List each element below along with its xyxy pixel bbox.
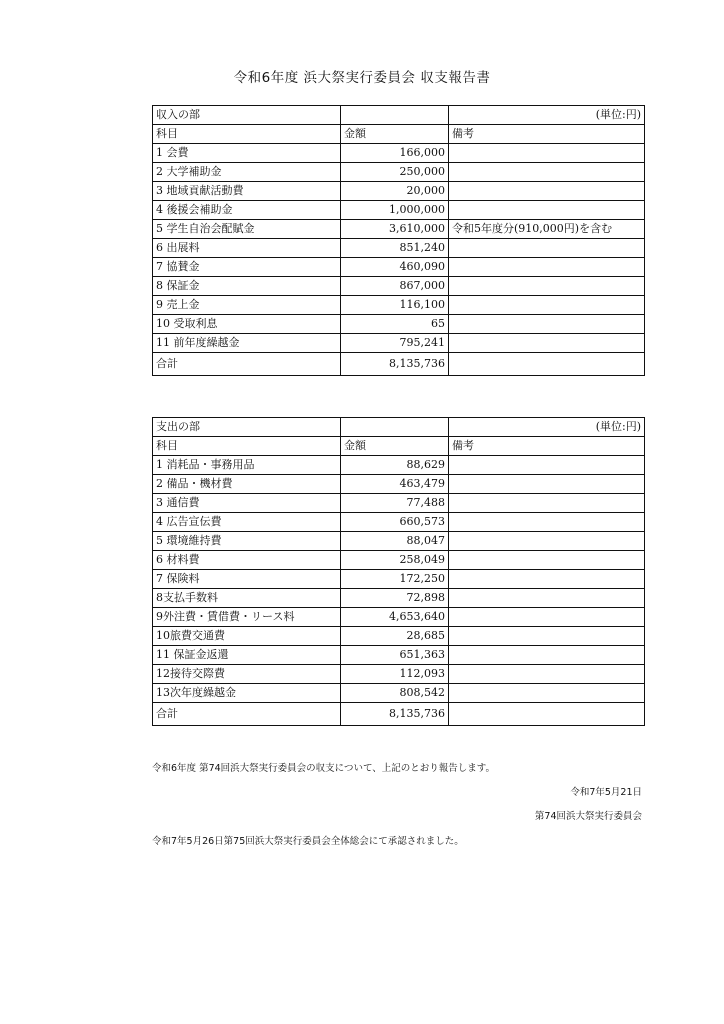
expense-row-remarks (449, 513, 645, 532)
expense-section-blank (341, 418, 449, 437)
expense-row-amount: 463,479 (341, 475, 449, 494)
income-section-row (153, 106, 645, 125)
income-row-amount: 20,000 (341, 182, 449, 201)
expense-table-row (153, 570, 645, 589)
expense-row-amount: 28,685 (341, 627, 449, 646)
income-row-item: 8 保証金 (153, 277, 341, 296)
expense-header-remarks: 備考 (449, 437, 645, 456)
expense-row-amount: 88,629 (341, 456, 449, 475)
income-row-item: 10 受取利息 (153, 315, 341, 334)
expense-header-item: 科目 (153, 437, 341, 456)
expense-row-item: 1 消耗品・事務用品 (153, 456, 341, 475)
expense-row-remarks (449, 551, 645, 570)
income-total-amount: 8,135,736 (341, 353, 449, 376)
expense-row-remarks (449, 456, 645, 475)
expense-table-row (153, 627, 645, 646)
expense-row-amount: 77,488 (341, 494, 449, 513)
expense-table-row (153, 608, 645, 627)
expense-table-row (153, 494, 645, 513)
income-row-item: 1 会費 (153, 144, 341, 163)
income-unit-label: (単位:円) (449, 106, 645, 125)
income-total-remarks (449, 353, 645, 376)
income-table-row (153, 182, 645, 201)
income-row-remarks (449, 239, 645, 258)
expense-row-item: 8支払手数料 (153, 589, 341, 608)
income-total-label: 合計 (153, 353, 341, 376)
income-header-amount: 金額 (341, 125, 449, 144)
expense-row-remarks (449, 494, 645, 513)
income-row-item: 5 学生自治会配賦金 (153, 220, 341, 239)
expense-total-remarks (449, 703, 645, 726)
expense-row-item: 12接待交際費 (153, 665, 341, 684)
expense-row-remarks (449, 475, 645, 494)
income-row-amount: 250,000 (341, 163, 449, 182)
expense-header-row (153, 437, 645, 456)
expense-row-amount: 808,542 (341, 684, 449, 703)
income-header-remarks: 備考 (449, 125, 645, 144)
expense-header-amount: 金額 (341, 437, 449, 456)
income-row-item: 3 地域貢献活動費 (153, 182, 341, 201)
income-table-row (153, 258, 645, 277)
income-row-amount: 1,000,000 (341, 201, 449, 220)
document-title: 令和6年度 浜大祭実行委員会 収支報告書 (233, 70, 491, 86)
income-row-item: 9 売上金 (153, 296, 341, 315)
income-row-remarks (449, 334, 645, 353)
expense-row-remarks (449, 532, 645, 551)
expense-table-row (153, 551, 645, 570)
income-table-row (153, 144, 645, 163)
expense-row-remarks (449, 570, 645, 589)
income-row-amount: 166,000 (341, 144, 449, 163)
income-row-amount: 65 (341, 315, 449, 334)
expense-row-remarks (449, 684, 645, 703)
expense-table-row (153, 513, 645, 532)
income-table-row (153, 315, 645, 334)
expense-table-row (153, 665, 645, 684)
income-table-row (153, 163, 645, 182)
income-row-remarks (449, 296, 645, 315)
expense-row-amount: 258,049 (341, 551, 449, 570)
income-section-label: 収入の部 (153, 106, 341, 125)
income-row-item: 7 協賛金 (153, 258, 341, 277)
report-date: 令和7年5月21日 (570, 787, 642, 798)
expense-row-remarks (449, 627, 645, 646)
expense-table-body (153, 418, 645, 726)
income-header-item: 科目 (153, 125, 341, 144)
income-row-amount: 851,240 (341, 239, 449, 258)
income-section-blank (341, 106, 449, 125)
income-table-row (153, 334, 645, 353)
income-table-row (153, 296, 645, 315)
expense-section-label: 支出の部 (153, 418, 341, 437)
expense-table-row (153, 475, 645, 494)
expense-row-amount: 651,363 (341, 646, 449, 665)
income-row-item: 6 出展料 (153, 239, 341, 258)
income-row-remarks (449, 144, 645, 163)
expense-row-amount: 4,653,640 (341, 608, 449, 627)
income-table (152, 105, 645, 376)
expense-row-item: 10旅費交通費 (153, 627, 341, 646)
expense-row-item: 9外注費・賃借費・リース料 (153, 608, 341, 627)
expense-row-remarks (449, 608, 645, 627)
expense-total-row (153, 703, 645, 726)
expense-unit-label: (単位:円) (449, 418, 645, 437)
income-row-remarks (449, 277, 645, 296)
expense-row-amount: 660,573 (341, 513, 449, 532)
expense-section-row (153, 418, 645, 437)
expense-table (152, 417, 645, 726)
income-row-item: 4 後援会補助金 (153, 201, 341, 220)
income-total-row (153, 353, 645, 376)
expense-row-item: 6 材料費 (153, 551, 341, 570)
expense-total-amount: 8,135,736 (341, 703, 449, 726)
expense-row-amount: 112,093 (341, 665, 449, 684)
income-table-row (153, 220, 645, 239)
expense-table-row (153, 532, 645, 551)
expense-row-amount: 172,250 (341, 570, 449, 589)
income-row-remarks: 令和5年度分(910,000円)を含む (449, 220, 645, 239)
expense-total-label: 合計 (153, 703, 341, 726)
expense-row-item: 7 保険料 (153, 570, 341, 589)
report-organization: 第74回浜大祭実行委員会 (534, 811, 642, 822)
expense-table-row (153, 456, 645, 475)
income-row-amount: 795,241 (341, 334, 449, 353)
income-row-item: 2 大学補助金 (153, 163, 341, 182)
income-table-row (153, 239, 645, 258)
expense-row-item: 2 備品・機材費 (153, 475, 341, 494)
income-row-amount: 116,100 (341, 296, 449, 315)
expense-row-item: 4 広告宣伝費 (153, 513, 341, 532)
expense-row-amount: 72,898 (341, 589, 449, 608)
income-table-row (153, 277, 645, 296)
income-row-remarks (449, 258, 645, 277)
expense-row-item: 3 通信費 (153, 494, 341, 513)
expense-row-remarks (449, 665, 645, 684)
expense-table-row (153, 589, 645, 608)
income-row-remarks (449, 182, 645, 201)
income-row-amount: 867,000 (341, 277, 449, 296)
income-row-amount: 3,610,000 (341, 220, 449, 239)
income-row-item: 11 前年度繰越金 (153, 334, 341, 353)
expense-row-amount: 88,047 (341, 532, 449, 551)
expense-row-remarks (449, 589, 645, 608)
income-table-body (153, 106, 645, 376)
income-row-remarks (449, 315, 645, 334)
income-row-remarks (449, 163, 645, 182)
income-row-amount: 460,090 (341, 258, 449, 277)
expense-table-row (153, 684, 645, 703)
expense-row-item: 11 保証金返還 (153, 646, 341, 665)
expense-table-row (153, 646, 645, 665)
income-row-remarks (449, 201, 645, 220)
income-header-row (153, 125, 645, 144)
approval-note: 令和7年5月26日第75回浜大祭実行委員会全体総会にて承認されました。 (152, 836, 464, 847)
income-table-row (153, 201, 645, 220)
expense-row-item: 13次年度繰越金 (153, 684, 341, 703)
expense-row-remarks (449, 646, 645, 665)
report-statement: 令和6年度 第74回浜大祭実行委員会の収支について、上記のとおり報告します。 (152, 763, 496, 774)
expense-row-item: 5 環境維持費 (153, 532, 341, 551)
